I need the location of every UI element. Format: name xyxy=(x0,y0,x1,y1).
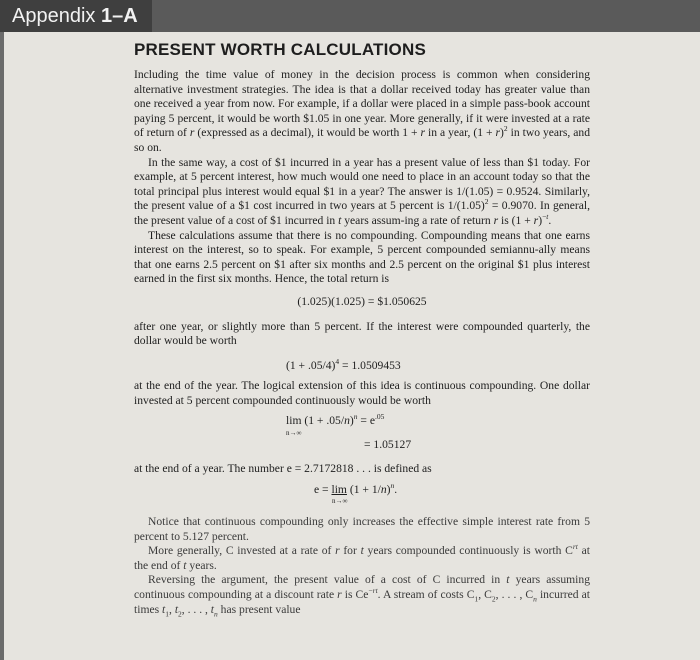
appendix-label-number: 1–A xyxy=(100,5,138,27)
content-column xyxy=(134,40,590,617)
left-margin-rule xyxy=(0,32,4,660)
paragraph-9: Reversing the argument, the present value of a cost of C incurred in t years assuming continuous compounding at a discount rate r is $Ce^{-rt}$. A stream of costs $C_1$, $C_2$, . . . , $C_n$ incurred at times $t_1$, $t_2$, . . . , $t_n$ has present value xyxy=(134,573,591,618)
paragraph-3: These calculations assume that there is no compounding. Compounding means that one earns interest on the interest, so to speak. For example, 5 percent compounded semiannu-ally means that one earns 2.5 percent on $1 after six months and 2.5 percent on the original $1 plus interest earned in the first six months. Hence, the total return is xyxy=(134,228,590,286)
paragraph-2: In the same way, a cost of $1 incurred in a year has a present value of less than $1 today. For example, at 5 percent interest, how much would one need to place in an account today so that the total principal plus interest would equal $1 in a year? The answer is 1/(1.05) = 0.9524. Similarly, the present value of a $1 cost incurred in two years at 5 percent is $1/(1.05)^2 = 0.9070$. In general, the present value of a cost of $1 incurred in t years assum-ing a rate of return r is $(1 + r)^{-t}$. xyxy=(134,155,590,227)
equation-e-definition: $e = \lim (1 + 1/n)^n$. n→∞ xyxy=(314,481,398,506)
paragraph-1: Including the time value of money in the decision process is common when considering alternative investment strategies. The idea is that a dollar received today has greater value than one received a year from now. For example, if a dollar were placed in a simple pass-book account paying 5 percent, it would be worth $1.05 in one year. More generally, if it were invested at a rate of return of r (expressed as a decimal), it would be worth 1 + r in a year, $(1 + r)^2$ in two years, and so on. xyxy=(134,68,591,154)
paragraph-4: after one year, or slightly more than 5 percent. If the interest were compounded quarterly, the dollar would be worth xyxy=(134,319,590,348)
paragraph-7: Notice that continuous compounding only increases the effective simple interest rate from 5 percent to 5.127 percent. xyxy=(134,515,590,543)
equation-continuous: $\lim (1 + .05/n)^n = e^{.05}$ n→∞ = 1.05127 xyxy=(286,412,412,452)
equation-semiannual: (1.025)(1.025) = $1.050625 xyxy=(297,294,427,308)
appendix-label xyxy=(0,0,152,32)
section-title: PRESENT WORTH CALCULATIONS xyxy=(134,40,426,59)
paragraph-5: at the end of the year. The logical extension of this idea is continuous compounding. One dollar invested at 5 percent compounded continuously would be worth xyxy=(134,379,590,407)
paragraph-8: More generally, C invested at a rate of r for t years compounded continuously is worth $C^{rt}$ at the end of t years. xyxy=(134,542,590,572)
appendix-label-text: Appendix xyxy=(12,5,101,27)
paragraph-6: at the end of a year. The number e = 2.7172818 . . . is defined as xyxy=(134,462,432,476)
equation-quarterly: $(1 + .05/4)^4 = 1.0509453$ xyxy=(286,356,401,372)
